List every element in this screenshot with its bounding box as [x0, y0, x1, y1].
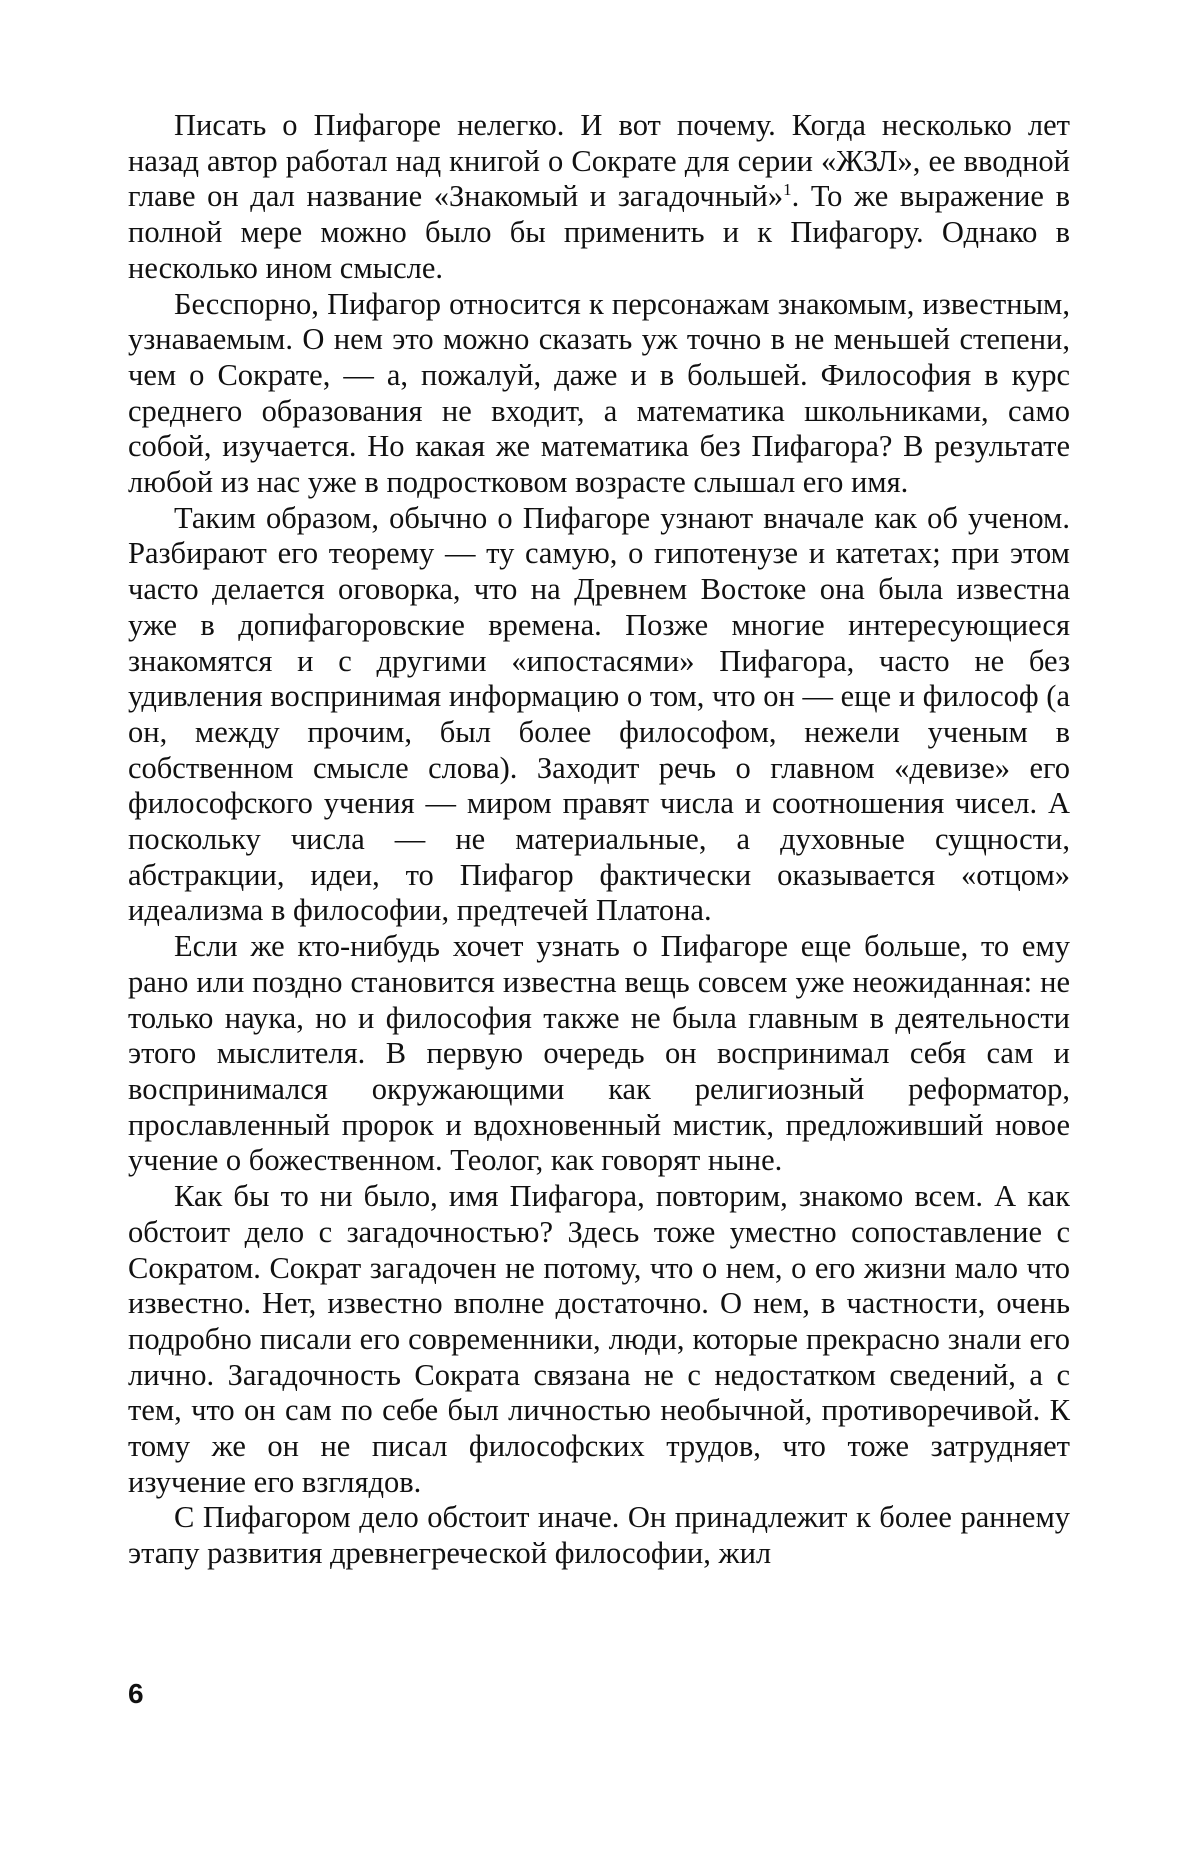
paragraph-1-text: Писать о Пифагоре нелегко. И вот почему. Когда несколько лет назад автор работал над книгой о Сократе для серии «ЖЗЛ», ее вводной главе он дал название «Знакомый и загадочный»	[128, 108, 1070, 214]
paragraph-3: Таким образом, обычно о Пифагоре узнают вначале как об ученом. Разбирают его теорему — ту самую, о гипотенузе и катетах; при этом часто делается оговорка, что на Древнем Востоке она была известна уже в допифагоровские времена. Позже многие интересующиеся знакомятся и с другими «ипостасями» Пифагора, часто не без удивления воспринимая информацию о том, что он — еще и философ (а он, между прочим, был более философом, нежели ученым в собственном смысле слова). Заходит речь о главном «девизе» его философского учения — миром правят числа и соотношения чисел. А поскольку числа — не материальные, а духовные сущности, абстракции, идеи, то Пифагор фактически оказывается «отцом» идеализма в философии, предтечей Платона.	[128, 500, 1070, 928]
body-text	[128, 108, 1070, 1572]
paragraph-2: Бесспорно, Пифагор относится к персонажам знакомым, известным, узнаваемым. О нем это можно сказать уж точно в не меньшей степени, чем о Сократе, — а, пожалуй, даже и в большей. Философия в курс среднего образования не входит, а математика школьниками, само собой, изучается. Но какая же математика без Пифагора? В результате любой из нас уже в подростковом возрасте слышал его имя.	[128, 286, 1070, 500]
paragraph-1	[128, 108, 1070, 287]
paragraph-1-text-continued: . То же выражение в полной мере можно было бы применить и к Пифагору. Однако в несколько ином смысле.	[128, 179, 1070, 285]
footnote-marker: 1	[783, 180, 792, 200]
page-number: 6	[128, 1678, 144, 1709]
paragraph-6: С Пифагором дело обстоит иначе. Он принадлежит к более раннему этапу развития древнегреческой философии, жил	[128, 1500, 1070, 1571]
paragraph-5: Как бы то ни было, имя Пифагора, повторим, знакомо всем. А как обстоит дело с загадочностью? Здесь тоже уместно сопоставление с Сократом. Сократ загадочен не потому, что о нем, о его жизни мало что известно. Нет, известно вполне достаточно. О нем, в частности, очень подробно писали его современники, люди, которые прекрасно знали его лично. Загадочность Сократа связана не с недостатком сведений, а с тем, что он сам по себе был личностью необычной, противоречивой. К тому же он не писал философских трудов, что тоже затрудняет изучение его взглядов.	[128, 1179, 1070, 1499]
paragraph-4: Если же кто-нибудь хочет узнать о Пифагоре еще больше, то ему рано или поздно становится известна вещь совсем уже неожиданная: не только наука, но и философия также не была главным в деятельности этого мыслителя. В первую очередь он воспринимал себя сам и воспринимался окружающими как религиозный реформатор, прославленный пророк и вдохновенный мистик, предложивший новое учение о божественном. Теолог, как говорят ныне.	[128, 929, 1070, 1178]
